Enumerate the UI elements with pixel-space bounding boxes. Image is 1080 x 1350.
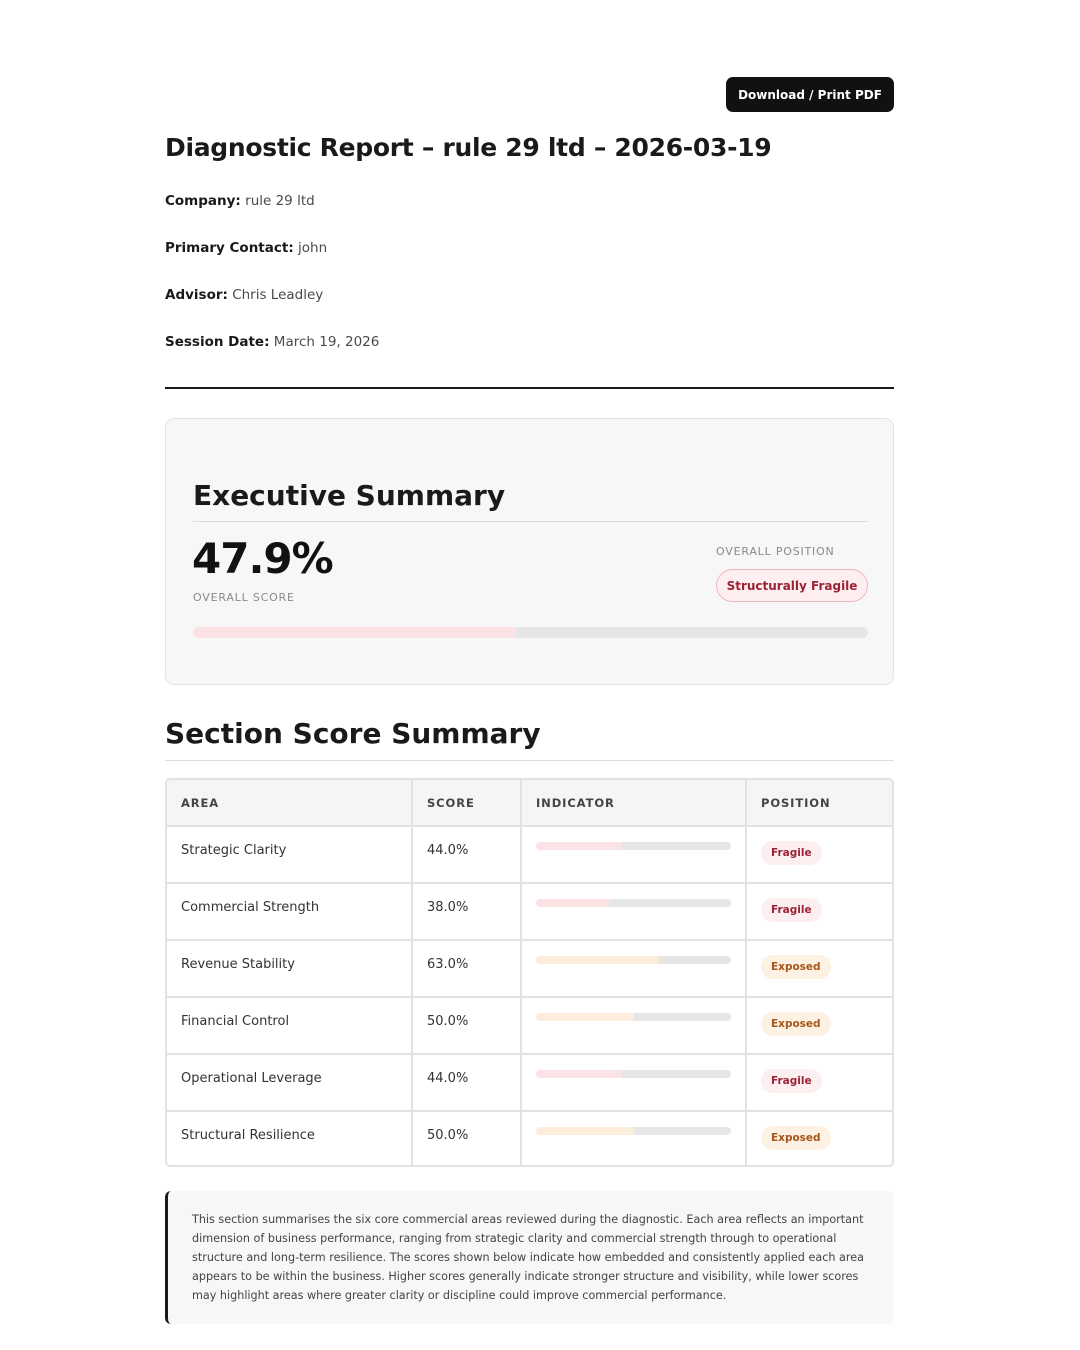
download-print-pdf-button[interactable]: Download / Print PDF (726, 77, 894, 112)
area-cell: Financial Control (167, 997, 412, 1054)
indicator-bar-fill (536, 899, 610, 907)
table-header-row (167, 780, 892, 826)
area-cell: Structural Resilience (167, 1111, 412, 1167)
score-cell: 50.0% (412, 1111, 521, 1167)
table-row (167, 826, 892, 883)
indicator-bar-fill (536, 1127, 634, 1135)
overall-position-label: OVERALL POSITION (716, 545, 835, 558)
indicator-cell (521, 1054, 746, 1111)
indicator-bar (536, 1070, 731, 1078)
score-cell: 50.0% (412, 997, 521, 1054)
overall-score-label: OVERALL SCORE (193, 591, 295, 604)
meta-company (165, 193, 315, 209)
indicator-bar-fill (536, 1013, 634, 1021)
indicator-cell (521, 997, 746, 1054)
section-score-summary-title: Section Score Summary (165, 717, 541, 750)
meta-primary-contact (165, 240, 327, 256)
section-note-text: This section summarises the six core commercial areas reviewed during the diagnostic. Each area reflects an important dimension of business performance, ranging from strategic clarity and commercial strength through to operational structure and long-term resilience. The scores shown below indicate how embedded and consistently applied each area appears to be within the business. Higher scores generally indicate stronger structure and visibility, while lower scores may highlight areas where greater clarity or discipline could improve commercial performance. (192, 1213, 864, 1302)
meta-primary-contact-label: Primary Contact: (165, 240, 294, 256)
position-cell (746, 997, 892, 1054)
indicator-bar (536, 956, 731, 964)
position-badge: Fragile (761, 841, 822, 865)
meta-advisor-value: Chris Leadley (232, 287, 324, 303)
overall-score-value: 47.9% (192, 534, 333, 583)
indicator-cell (521, 1111, 746, 1167)
indicator-bar (536, 1013, 731, 1021)
position-cell (746, 826, 892, 883)
area-cell: Operational Leverage (167, 1054, 412, 1111)
table-body (167, 826, 892, 1167)
indicator-cell (521, 826, 746, 883)
table-row (167, 1111, 892, 1167)
indicator-bar (536, 899, 731, 907)
score-cell: 44.0% (412, 1054, 521, 1111)
score-cell: 38.0% (412, 883, 521, 940)
position-badge: Exposed (761, 1012, 831, 1036)
position-cell (746, 940, 892, 997)
meta-advisor-label: Advisor: (165, 287, 228, 303)
position-cell (746, 1111, 892, 1167)
indicator-bar-fill (536, 1070, 622, 1078)
column-header-position: POSITION (746, 780, 892, 826)
indicator-bar (536, 842, 731, 850)
section-score-table (167, 780, 892, 1167)
section-score-summary-rule (165, 760, 894, 761)
position-badge: Exposed (761, 1126, 831, 1150)
table-row (167, 997, 892, 1054)
meta-session-date-label: Session Date: (165, 334, 270, 350)
position-badge: Fragile (761, 1069, 822, 1093)
report-title: Diagnostic Report – rule 29 ltd – 2026-03-19 (165, 133, 772, 162)
executive-summary-title: Executive Summary (193, 479, 506, 512)
overall-score-bar-fill (193, 627, 516, 638)
meta-company-value: rule 29 ltd (245, 193, 315, 209)
column-header-indicator: INDICATOR (521, 780, 746, 826)
executive-summary-rule (193, 521, 868, 522)
section-score-table-container (165, 778, 894, 1167)
overall-position-badge: Structurally Fragile (716, 569, 868, 602)
indicator-cell (521, 883, 746, 940)
overall-score-bar (193, 627, 868, 638)
position-badge: Fragile (761, 898, 822, 922)
executive-summary-card (165, 418, 894, 685)
table-row (167, 1054, 892, 1111)
section-note-box (165, 1191, 894, 1324)
indicator-cell (521, 940, 746, 997)
table-row (167, 883, 892, 940)
position-cell (746, 1054, 892, 1111)
meta-advisor (165, 287, 323, 303)
meta-session-date-value: March 19, 2026 (273, 334, 380, 350)
area-cell: Strategic Clarity (167, 826, 412, 883)
area-cell: Commercial Strength (167, 883, 412, 940)
indicator-bar-fill (536, 842, 622, 850)
header-divider (165, 387, 894, 389)
score-cell: 44.0% (412, 826, 521, 883)
column-header-score: SCORE (412, 780, 521, 826)
area-cell: Revenue Stability (167, 940, 412, 997)
table-row (167, 940, 892, 997)
score-cell: 63.0% (412, 940, 521, 997)
meta-session-date (165, 334, 379, 350)
position-cell (746, 883, 892, 940)
indicator-bar-fill (536, 956, 659, 964)
indicator-bar (536, 1127, 731, 1135)
position-badge: Exposed (761, 955, 831, 979)
column-header-area: AREA (167, 780, 412, 826)
meta-primary-contact-value: john (298, 240, 328, 256)
meta-company-label: Company: (165, 193, 241, 209)
